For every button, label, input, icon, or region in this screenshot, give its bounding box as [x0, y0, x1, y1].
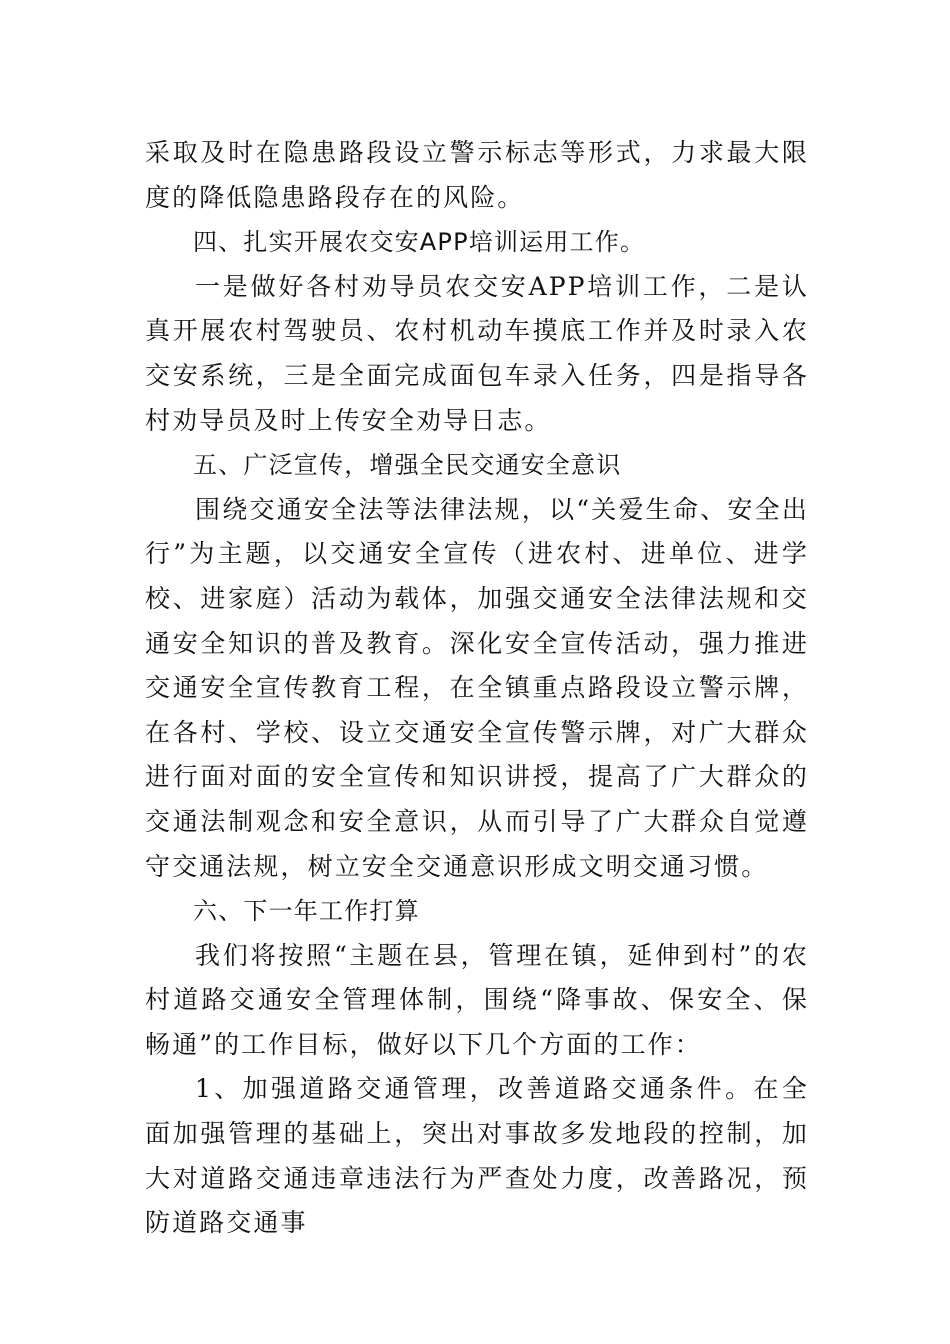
- section-6-heading: 六、下一年工作打算: [193, 897, 420, 926]
- section-6-item-1-paragraph: 1、加强道路交通管理，改善道路交通条件。在全面加强管理的基础上，突出对事故多发地段的控制，加大对道路交通违章违法行为严查处力度，改善路况，预防道路交通事: [145, 1074, 809, 1238]
- document-body: [145, 131, 809, 1246]
- section-4-paragraph: 一是做好各村劝导员农交安APP培训工作，二是认真开展农村驾驶员、农村机动车摸底工作并及时录入农交安系统，三是全面完成面包车录入任务，四是指导各村劝导员及时上传安全劝导日志。: [145, 271, 809, 435]
- section-4-heading: 四、扎实开展农交安APP培训运用工作。: [193, 228, 646, 257]
- section-6-intro-paragraph: 我们将按照“主题在县，管理在镇，延伸到村”的农村道路交通安全管理体制，围绕“降事故、保安全、保畅通”的工作目标，做好以下几个方面的工作：: [145, 940, 809, 1059]
- section-5-heading: 五、广泛宣传，增强全民交通安全意识: [193, 451, 622, 480]
- continuation-paragraph: 采取及时在隐患路段设立警示标志等形式，力求最大限度的降低隐患路段存在的风险。: [145, 138, 809, 212]
- section-5-paragraph: 围绕交通安全法等法律法规，以“关爱生命、安全出行”为主题，以交通安全宣传（进农村、进单位、进学校、进家庭）活动为载体，加强交通安全法律法规和交通安全知识的普及教育。深化安全宣传活动，强力推进交通安全宣传教育工程，在全镇重点路段设立警示牌，在各村、学校、设立交通安全宣传警示牌，对广大群众进行面对面的安全宣传和知识讲授，提高了广大群众的交通法制观念和安全意识，从而引导了广大群众自觉遵守交通法规，树立安全交通意识形成文明交通习惯。: [145, 494, 809, 881]
